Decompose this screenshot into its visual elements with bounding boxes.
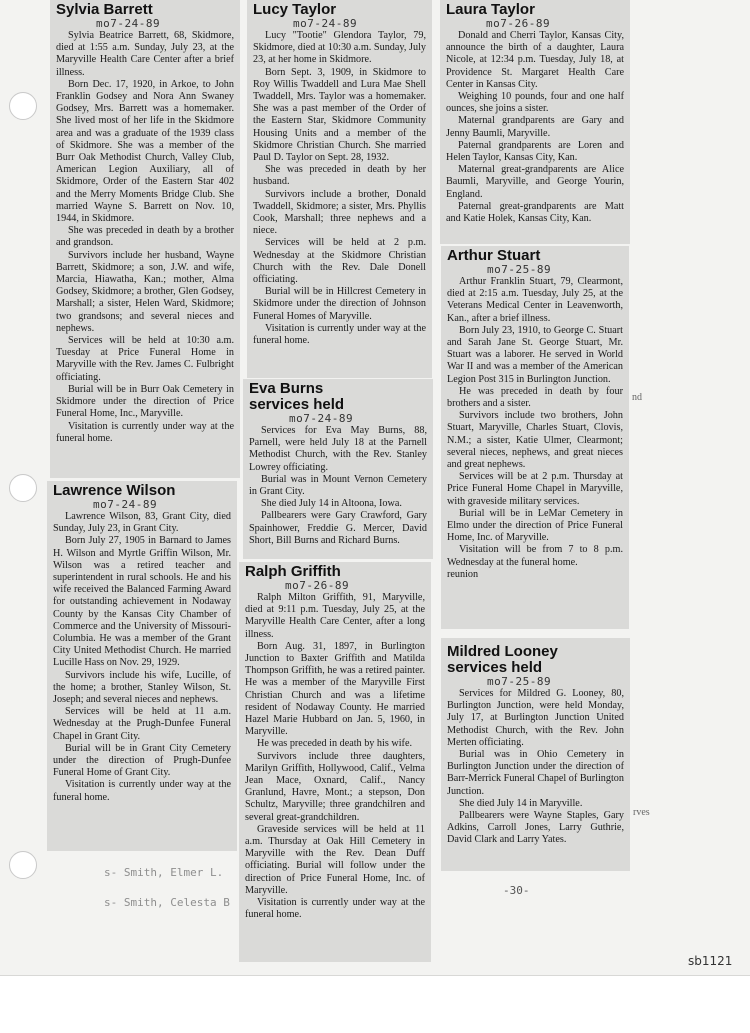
paragraph: Services for Mildred G. Looney, 80, Burlington Junction, were held Monday, July 17, at Burlington Junction United Methodist Church, with the Rev. John Merten officiating. [447,688,624,748]
paragraph: Visitation is currently under way at the funeral home. [56,420,234,444]
paragraph: Visitation will be from 7 to 8 p.m. Wednesday at the funeral home. [447,544,623,568]
paragraph: She died July 14 in Altoona, Iowa. [261,498,402,510]
birth-notice-laura-taylor [440,0,630,244]
margin-fragment: nd [632,392,642,403]
paragraph: Burial was in Mount Vernon Cemetery in Grant City. [249,473,427,498]
paragraph: Services will be held at 2 p.m. Wednesday at the Skidmore Christian Church with the Rev. Dale Donell officiating. [253,237,426,286]
obituary-ralph-griffith [239,562,431,962]
handwritten-date: mo7-24-89 [93,498,158,511]
clipping-heading: Sylvia Barrett [56,1,153,18]
clipping-heading: Mildred Looney [447,643,558,660]
clipping-heading: Ralph Griffith [245,563,341,580]
paragraph: Born July 27, 1905 in Barnard to James H. Wilson and Myrtle Griffin Wilson, Mr. Wilson was a retired teacher and superintendent in rural schools. He and his wife received the Balanced Farming Award for outstanding achievement in Nodaway County by the Kansas City Chamber of Commerce and the University of Missouri-Columbia. He was a member of the Grant City United Methodist Church. He married Lucille Hass on Nov. 29, 1929. [53,535,231,669]
catalog-id: sb1121 [688,954,733,968]
paragraph: Born July 23, 1910, to George C. Stuart and Sarah Jane St. George Stuart, Mr. Stuart was a laborer. He served in World War II and was a member of the American Legion Post 315 in Burlington Junction. [447,324,623,385]
paragraph: He was preceded in death by four brothers and a sister. [447,385,623,410]
paragraph: Pallbearers were Gary Crawford, Gary Spainhower, Freddie G. Mercer, David Short, Bill Burns and Richard Burns. [249,510,427,546]
clipping-heading: Lawrence Wilson [53,482,176,499]
obituary-sylvia-barrett [50,0,240,478]
handwritten-date: mo7-26-89 [285,579,350,592]
paragraph: Burial will be in Hillcrest Cemetery in Skidmore under the direction of Johnson Funeral Homes of Maryville. [253,286,426,322]
paragraph: Born Dec. 17, 1920, in Arkoe, to John Franklin Godsey and Nora Ann Swaney Godsey, Mrs. Barrett was a homemaker. She lived most of her life in the Skidmore area and was a graduate of the 1939 class of Skidmore. She was a member of the Burr Oak Methodist Church, Valley Club, American Legion Auxiliary, all of Skidmore, Order of the Eastern Star 402 and the Merry Moments Bridge Club. She married Wayne S. Barrett on Nov. 10, 1944, in Skidmore. [56,78,234,225]
notice-eva-burns [243,379,433,559]
paragraph: Maternal grandparents are Gary and Jenny Baumli, Maryville. [446,115,624,139]
page-number: -30- [503,884,530,897]
index-note: s- Smith, Celesta B [104,896,230,909]
binder-hole-top [9,92,37,120]
paragraph: Lucy "Tootie" Glendora Taylor, 79, Skidmore, died at 10:30 a.m. Sunday, July 23, at her home in Skidmore. [253,30,426,66]
paragraph: Visitation is currently under way at the funeral home. [253,322,426,347]
paragraph: Survivors include three daughters, Marilyn Griffith, Hollywood, Calif., Velma Jean Mace, Oxnard, Calif., Nancy Granlund, Havre, Mont.; a stepson, Don Schultz, Maryville; three grandchilren and several great-grandchildren. [245,750,425,823]
obituary-lucy-taylor [247,0,432,378]
handwritten-date: mo7-24-89 [96,17,161,30]
binder-hole-bottom [9,851,37,879]
paragraph: Paternal great-grandparents are Matt and Katie Holek, Kansas City, Kan. [446,200,624,225]
paragraph: Paternal grandparents are Loren and Helen Taylor, Kansas City, Kan. [446,139,624,164]
handwritten-date: mo7-24-89 [293,17,358,30]
obituary-lawrence-wilson [47,481,237,851]
paragraph: Lawrence Wilson, 83, Grant City, died Sunday, July 23, in Grant City. [53,511,231,535]
paragraph: Burial will be in Grant City Cemetery under the direction of Prugh-Dunfee Funeral Home of Grant City. [53,742,231,779]
clipping-heading: Laura Taylor [446,1,535,18]
clipping-subheading: services held [249,396,345,413]
paragraph: Services will be held at 11 a.m. Wednesday at the Prugh-Dunfee Funeral Chapel in Grant City. [53,706,231,742]
handwritten-date: mo7-25-89 [487,675,552,688]
paragraph: Services will be held at 10:30 a.m. Tuesday at Price Funeral Home in Maryville with the Rev. James C. Fulbright officiating. [56,335,234,383]
paragraph: Ralph Milton Griffith, 91, Maryville, died at 9:11 p.m. Tuesday, July 25, at the Maryville Health Care Center, after a long illness. [245,592,425,640]
paragraph: Arthur Franklin Stuart, 79, Clearmont, died at 2:15 a.m. Tuesday, July 25, at the Veterans Medical Center in Leavenworth, Kan., after a brief illness. [447,276,623,324]
paragraph: Pallbearers were Wayne Staples, Gary Adkins, Carroll Jones, Larry Guthrie, David Clark and Larry Yates. [447,810,624,846]
notice-mildred-looney [441,638,630,871]
paragraph: Survivors include his wife, Lucille, of the home; a brother, Stanley Wilson, St. Joseph; and several nieces and nephews. [53,669,231,706]
paragraph: Survivors include a brother, Donald Twaddell, Skidmore; a sister, Mrs. Phyllis Cook, Marshall; three nephews and a niece. [253,188,426,237]
clipping-heading: Lucy Taylor [253,1,337,18]
paragraph: Visitation is currently under way at the funeral home. [53,779,231,803]
paragraph: Survivors include two brothers, John Stuart, Maryville, Charles Stuart, Clovis, N.M.; a sister, Katie Ulmer, Clearmont; several nieces, nephews, and great nieces and great nephews. [447,410,623,471]
handwritten-date: mo7-24-89 [289,412,354,425]
clipping-heading: Arthur Stuart [447,247,541,264]
obituary-arthur-stuart [441,246,629,629]
paragraph: Survivors include her husband, Wayne Barrett, Skidmore; a son, J.W. and wife, Marcia, Hiawatha, Kan.; mother, Alma Godsey, Skidmore; a brother, Glen Godsey, Marshall; a sister, Helen Ward, Skidmore; two grandsons; and several nieces and nephews. [56,249,234,334]
paragraph: Weighing 10 pounds, four and one half ounces, she joins a sister. [446,91,624,115]
index-note: s- Smith, Elmer L. [104,866,224,879]
handwritten-date: mo7-25-89 [487,263,552,276]
paragraph: Born Aug. 31, 1897, in Burlington Junction to Baxter Griffith and Matilda Thompson Griffith, he was a retired painter. He was a member of the Maryville First Christian Church and was a lifetime resident of Nodaway County. He married Hazel Marie Hubbard on Jan. 5, 1960, in Maryville. [245,640,425,738]
handwritten-date: mo7-26-89 [486,17,551,30]
paragraph: Services for Eva May Burns, 88, Parnell, were held July 18 at the Parnell Methodist Church, with the Rev. Stanley Lowrey officiating. [249,425,427,473]
clipping-subheading: services held [447,659,543,676]
paragraph: Sylvia Beatrice Barrett, 68, Skidmore, died at 1:55 a.m. Sunday, July 23, at the Maryville Health Care Center after a brief illness. [56,30,234,78]
paragraph: Burial will be in LeMar Cemetery in Elmo under the direction of Price Funeral Home, Inc. of Maryville. [447,507,623,544]
paragraph: Donald and Cherri Taylor, Kansas City, announce the birth of a daughter, Laura Nicole, at 12:34 p.m. Tuesday, July 18, at Providence St. Margaret Health Care Center in Kansas City. [446,30,624,90]
paragraph: Services will be at 2 p.m. Thursday at Price Funeral Home Chapel in Maryville, with graveside military services. [447,471,623,507]
paragraph: Maternal great-grandparents are Alice Baumli, Maryville, and George Yourin, England. [446,164,624,200]
paragraph: reunion [447,568,479,580]
paragraph: She was preceded in death by a brother and grandson. [56,225,234,249]
paragraph: Born Sept. 3, 1909, in Skidmore to Roy Willis Twaddell and Lura Mae Shell Twaddell, Mrs. Taylor was a homemaker. She was a past member of the Order of the Eastern Star, Skidmore Community Housing Units and a member of the Skidmore Christian Church. She married Paul D. Taylor on Sept. 28, 1932. [253,66,426,164]
paragraph: She died July 14 in Maryville. [459,797,583,809]
paragraph: She was preceded in death by her husband. [253,164,426,188]
clipping-heading: Eva Burns [249,380,324,397]
margin-fragment: rves [633,807,650,818]
paragraph: He was preceded in death by his wife. [257,738,413,750]
paragraph: Graveside services will be held at 11 a.m. Thursday at Oak Hill Cemetery in Maryville with the Rev. Dean Duff officiating. Burial will follow under the direction of Price Funeral Home, Inc. of Maryville. [245,823,425,896]
paragraph: Visitation is currently under way at the funeral home. [245,897,425,921]
paragraph: Burial was in Ohio Cemetery in Burlington Junction under the direction of Barr-Merrick Funeral Chapel of Burlington Junction. [447,749,624,797]
paragraph: Burial will be in Burr Oak Cemetery in Skidmore under the direction of Price Funeral Home, Inc., Maryville. [56,383,234,420]
binder-hole-middle [9,474,37,502]
